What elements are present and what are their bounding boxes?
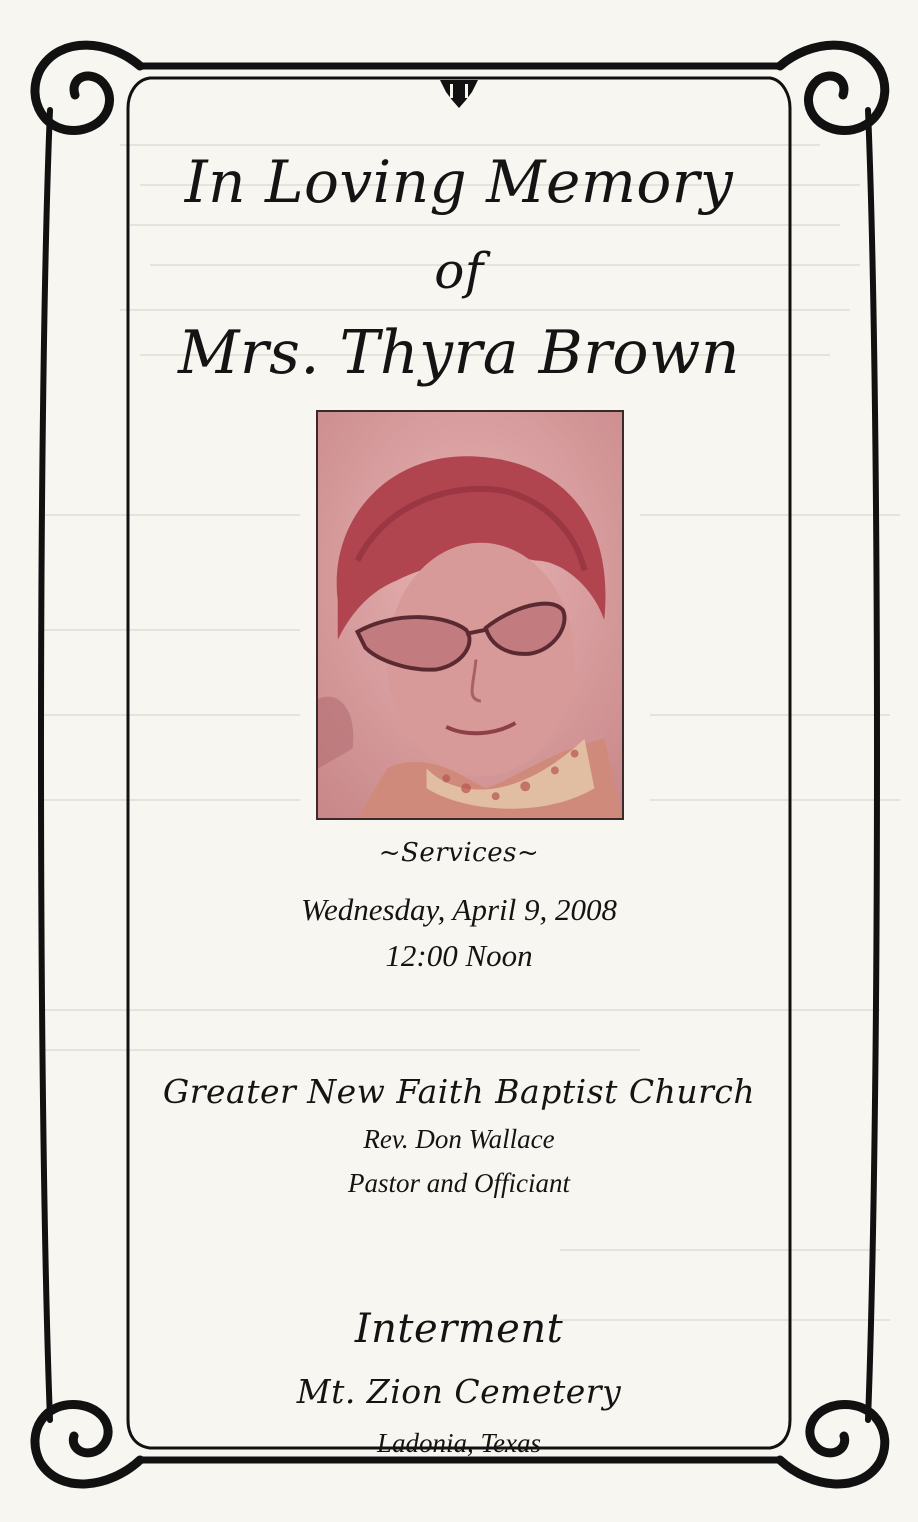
service-time: 12:00 Noon [385,938,533,973]
pastor-role: Pastor and Officiant [348,1168,570,1198]
interment-heading: Interment [354,1306,564,1352]
pastor-name: Rev. Don Wallace [363,1124,555,1154]
cemetery-location: Ladonia, Texas [376,1428,542,1458]
cemetery-name: Mt. Zion Cemetery [296,1372,622,1411]
service-date: Wednesday, April 9, 2008 [300,892,618,927]
deceased-name: Mrs. Thyra Brown [177,318,741,388]
services-heading: ~Services~ [378,838,540,868]
church-name: Greater New Faith Baptist Church [162,1072,756,1111]
title-of: of [434,242,484,300]
portrait-image [318,412,622,818]
title-in-loving-memory: In Loving Memory [184,148,734,216]
portrait-photo [316,410,624,820]
